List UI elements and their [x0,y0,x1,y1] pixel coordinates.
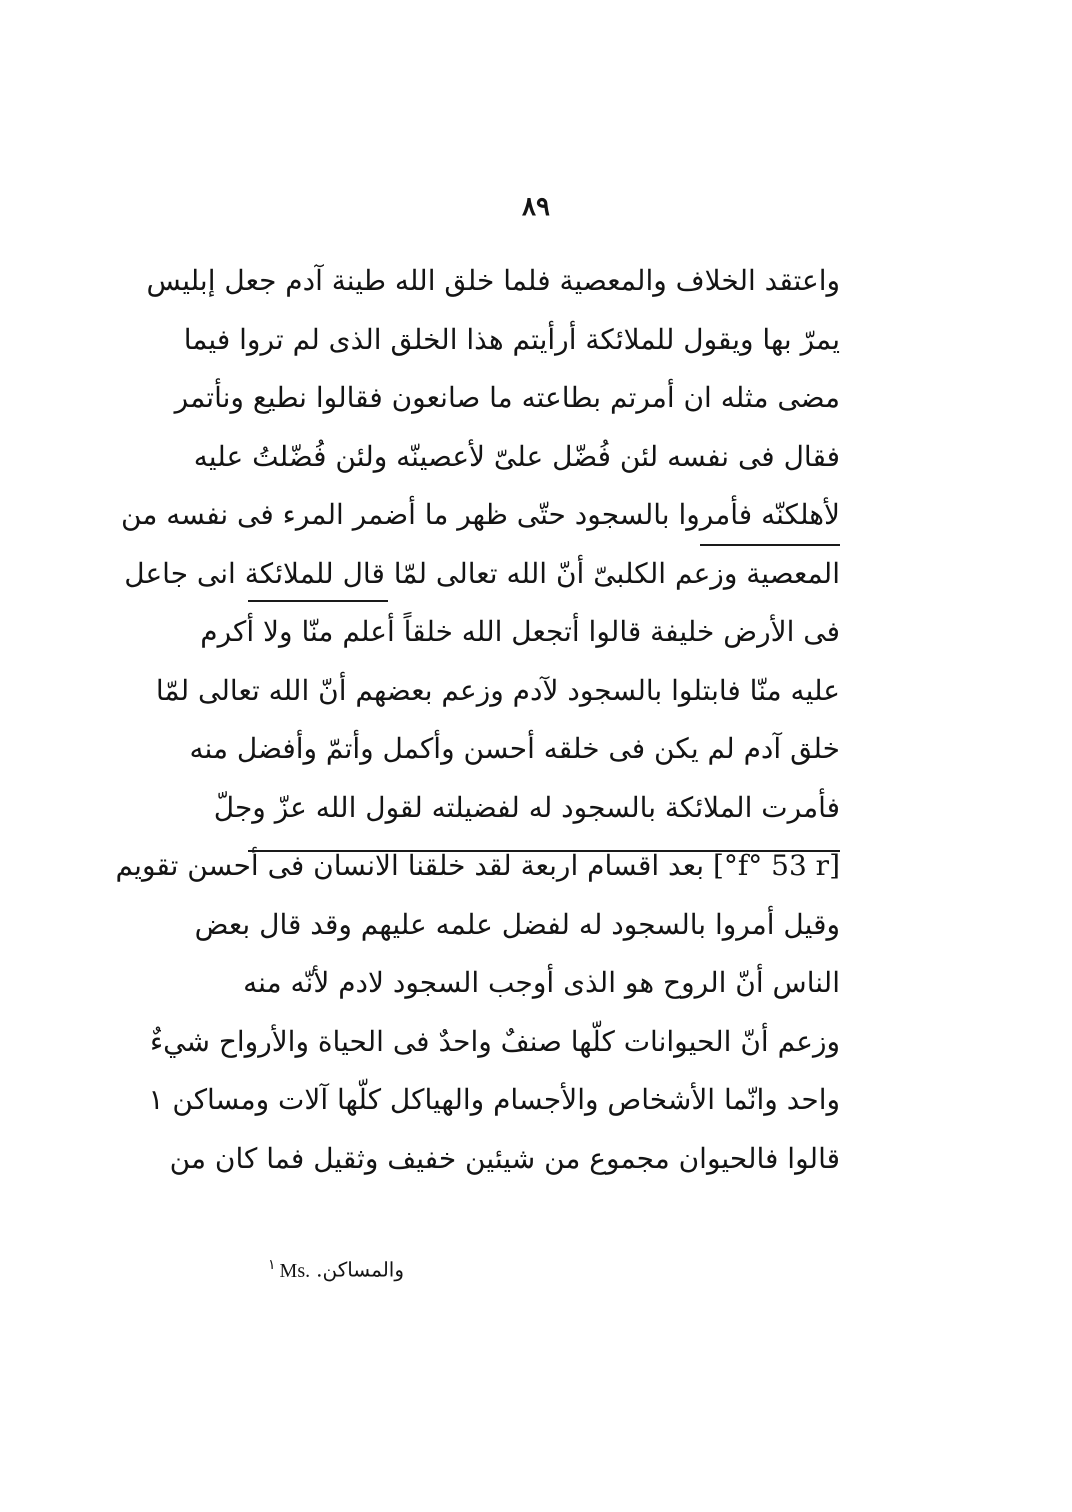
text-line: واحد وانّما الأشخاص والأجسام والهياكل كلّها آلات ومساكن ١ [148,1083,840,1116]
text-line-folio: [f° 53 r°] بعد اقسام اربعة لقد خلقنا الانسان فى أحسن تقويم [115,849,840,882]
footnote-variant-reading: والمساكن. [316,1257,405,1282]
text-line: فقال فى نفسه لئن فُضّل علىّ لأعصينّه ولئن فُضّلتُ عليه [193,439,840,473]
text-line: فى الأرض خليفة قالوا أتجعل الله خلقاً أعلم منّا ولا أكرم [200,615,840,648]
underline-rule [700,544,840,546]
footnote-marker: ١ [268,1257,276,1273]
text-line: وزعم أنّ الحيوانات كلّها صنفٌ واحدٌ فى الحياة والأرواح شيءٌ [149,1024,840,1058]
text-line: فأمرت الملائكة بالسجود له لفضيلته لقول الله عزّ وجلّ [213,790,840,824]
text-line: وقيل أمروا بالسجود له لفضل علمه عليهم وقد قال بعض [194,907,840,941]
page-number: ٨٩ [522,192,550,222]
footnote-ms-label: Ms. [279,1259,311,1282]
text-line: الناس أنّ الروح هو الذى أوجب السجود لادم لأنّه منه [243,966,840,999]
text-line: قالوا فالحيوان مجموع من شيئين خفيف وثقيل فما كان من [169,1141,840,1175]
text-line: عليه منّا فابتلوا بالسجود لآدم وزعم بعضهم أنّ الله تعالى لمّا [155,673,840,707]
underline-rule [248,600,388,602]
main-text [115,252,840,1188]
text-line: يمرّ بها ويقول للملائكة أرأيتم هذا الخلق الذى لم تروا فيما [183,322,840,356]
text-line: مضى مثله ان أمرتم بطاعته ما صانعون فقالوا نطيع ونأتمر [174,381,840,414]
text-line: خلق آدم لم يكن فى خلقه أحسن وأكمل وأتمّ وأفضل منه [189,732,840,765]
text-line: لأهلكنّه فأمروا بالسجود حتّى ظهر ما أضمر المرء فى نفسه من [121,498,840,531]
footnote [268,1248,468,1282]
text-line: المعصية وزعم الكلبىّ أنّ الله تعالى لمّا قال للملائكة انى جاعل [124,556,840,590]
section-divider [248,850,840,852]
text-line: واعتقد الخلاف والمعصية فلما خلق الله طينة آدم جعل إبليس [146,264,840,297]
